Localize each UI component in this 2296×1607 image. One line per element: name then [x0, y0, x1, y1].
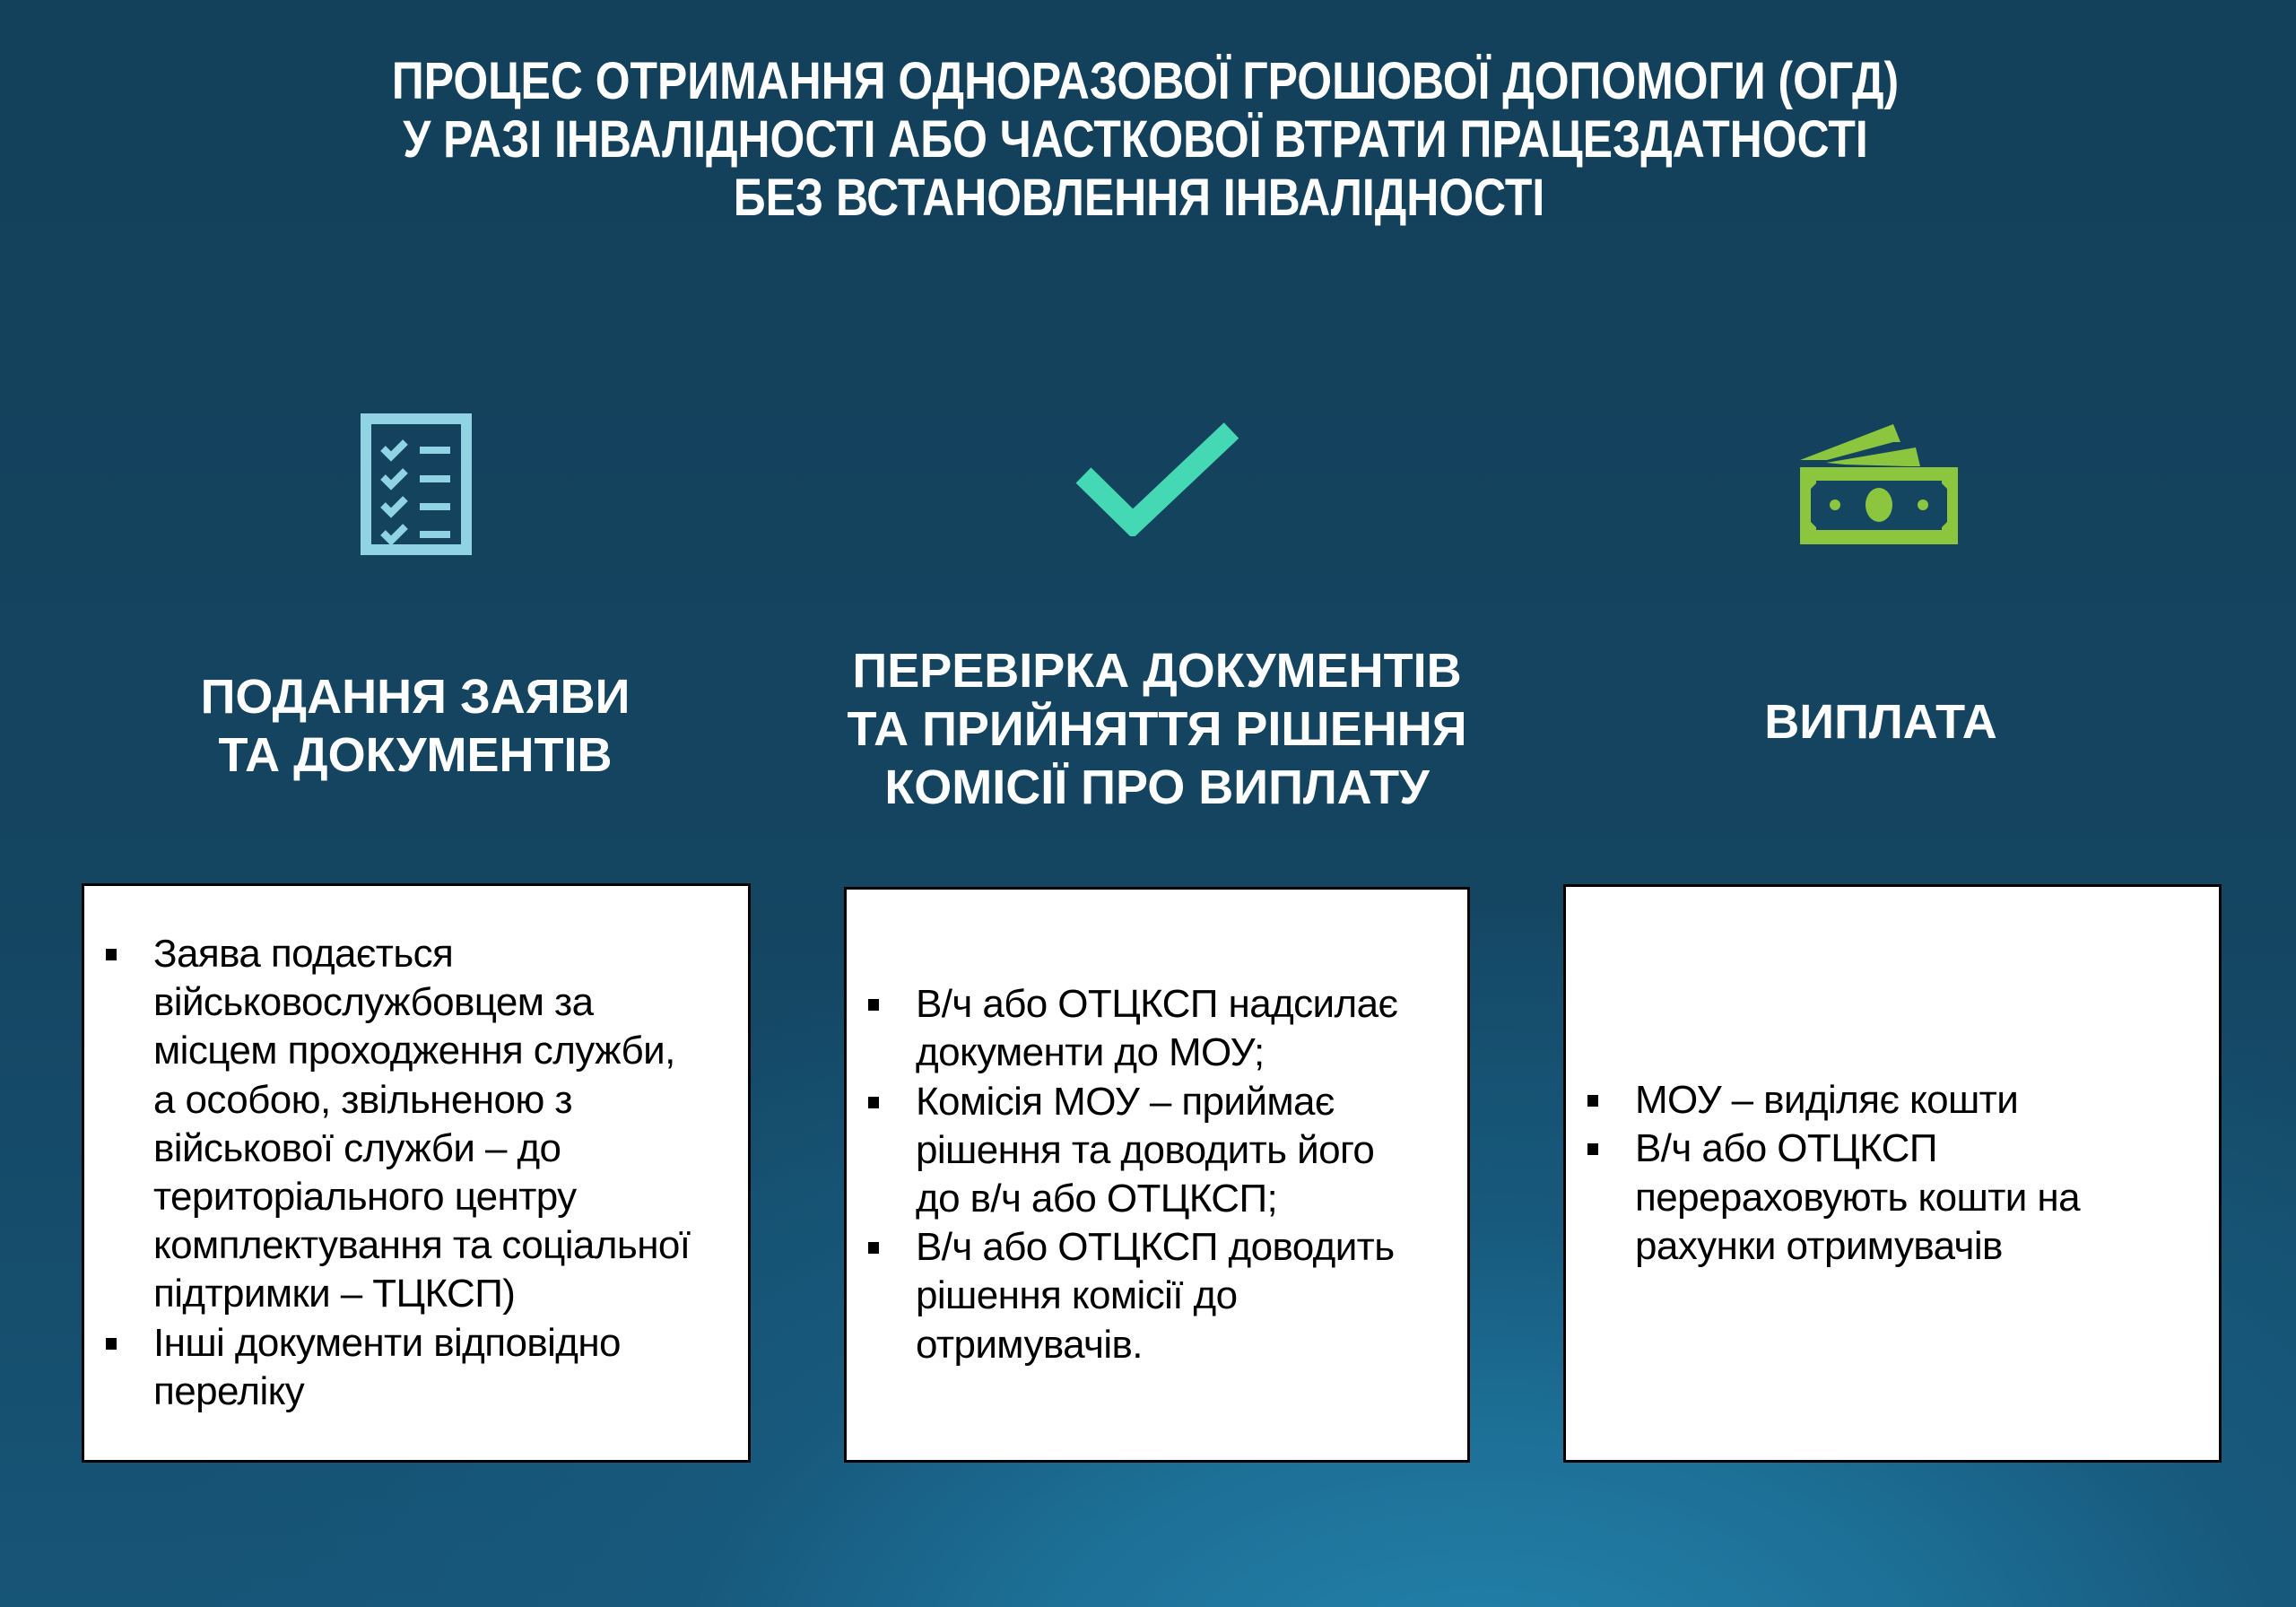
bullet-icon — [1587, 1095, 1598, 1107]
step-3-heading — [1657, 693, 2105, 751]
list-item: Інші документи відповідно переліку — [84, 1319, 748, 1416]
page-title — [0, 52, 2296, 227]
bullet-icon — [106, 1338, 117, 1350]
bullet-icon — [868, 999, 879, 1011]
bullet-icon — [868, 1242, 879, 1254]
step-1-heading-line: ТА ДОКУМЕНТІВ — [218, 728, 613, 782]
checkmark-icon — [1074, 421, 1239, 536]
step-3-box — [1563, 884, 2222, 1463]
bullet-icon — [868, 1097, 879, 1108]
title-line-1: ПРОЦЕС ОТРИМАННЯ ОДНОРАЗОВОЇ ГРОШОВОЇ ДОПОМОГИ (ОГД) — [391, 52, 1900, 110]
step-2-heading-line: ПЕРЕВІРКА ДОКУМЕНТІВ — [852, 644, 1462, 698]
step-2-heading-line: КОМІСІЇ ПРО ВИПЛАТУ — [884, 760, 1430, 814]
list-item: МОУ – виділяє кошти — [1566, 1076, 2219, 1125]
step-2-heading-line: ТА ПРИЙНЯТТЯ РІШЕННЯ — [847, 702, 1467, 756]
step-1-list — [84, 930, 748, 1416]
step-2-box — [844, 887, 1470, 1463]
title-line-2: У РАЗІ ІНВАЛІДНОСТІ АБО ЧАСТКОВОЇ ВТРАТИ ПРАЦЕЗДАТНОСТІ — [403, 110, 1868, 169]
list-item: Комісія МОУ – приймає рішення та доводить його до в/ч або ОТЦКСП; — [847, 1078, 1467, 1224]
bullet-icon — [1587, 1143, 1598, 1155]
step-3-heading-line: ВИПЛАТА — [1764, 695, 1997, 749]
list-item: В/ч або ОТЦКСП доводить рішення комісії до отримувачів. — [847, 1223, 1467, 1369]
step-2-list — [847, 980, 1467, 1369]
bullet-icon — [106, 949, 117, 960]
step-2-heading — [843, 642, 1471, 817]
checklist-icon — [361, 413, 472, 555]
step-1-heading — [146, 668, 684, 785]
step-1-box — [82, 883, 751, 1463]
list-item: В/ч або ОТЦКСП надсилає документи до МОУ; — [847, 980, 1467, 1077]
list-item: Заява подається військовослужбовцем за місцем проходження служби, а особою, звільненою з військової служби – до територіального центру комплектування та соціальної підтримки – ТЦКСП) — [84, 930, 748, 1319]
step-1-heading-line: ПОДАННЯ ЗАЯВИ — [200, 670, 631, 724]
step-3-list — [1566, 1076, 2219, 1271]
list-item: В/ч або ОТЦКСП перераховують кошти на рахунки отримувачів — [1566, 1125, 2219, 1271]
title-line-3: БЕЗ ВСТАНОВЛЕННЯ ІНВАЛІДНОСТІ — [733, 169, 1545, 227]
money-icon — [1800, 424, 1958, 544]
